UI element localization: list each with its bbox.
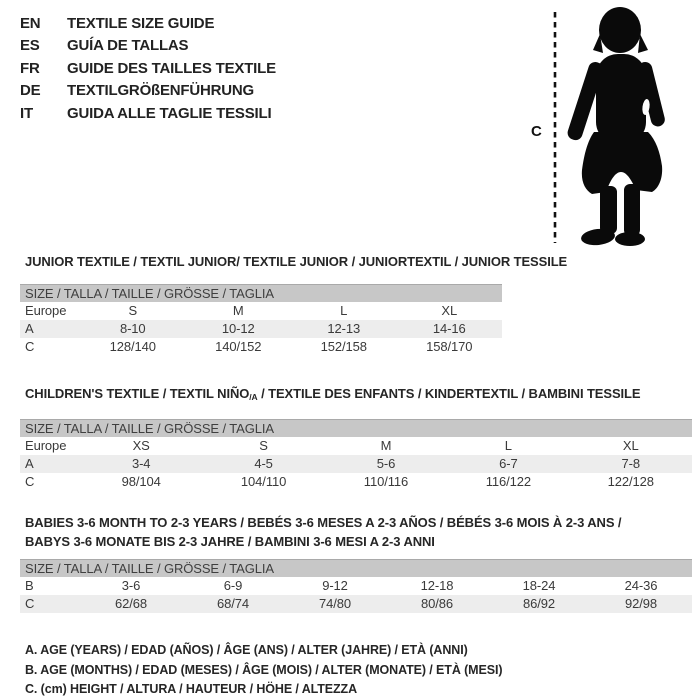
legend-line: B. AGE (MONTHS) / EDAD (MESES) / ÂGE (MOIS) / ALTER (MONATE) / ETÀ (MESI) [25, 662, 503, 677]
size-cell: 140/152 [215, 339, 262, 354]
size-cell: 110/116 [363, 474, 409, 489]
size-table-header: SIZE / TALLA / TAILLE / GRÖSSE / TAGLIA [20, 284, 502, 302]
size-cell: 92/98 [624, 596, 658, 611]
size-table-grid [20, 437, 692, 491]
height-label-c: C [531, 123, 542, 140]
legend [25, 641, 692, 700]
table-row [20, 455, 692, 473]
size-cell: 9-12 [322, 578, 348, 593]
size-cell: 10-12 [221, 321, 255, 336]
row-label: Europe [25, 303, 67, 318]
language-code: IT [20, 104, 33, 122]
section-title-line [25, 532, 692, 551]
title-segment: JUNIOR TEXTILE / TEXTIL JUNIOR/ TEXTILE JUNIOR / JUNIORTEXTIL / JUNIOR TESSILE [25, 254, 568, 269]
size-cell: 12-18 [420, 578, 454, 593]
size-table [20, 284, 502, 356]
size-table [20, 559, 692, 613]
title-segment: BABIES 3-6 MONTH TO 2-3 YEARS / BEBÉS 3-6 MESES A 2-3 AÑOS / BÉBÉS 3-6 MOIS À 2-3 ANS / [25, 515, 622, 530]
row-label: C [25, 339, 35, 354]
size-cell: 24-36 [624, 578, 658, 593]
language-code: EN [20, 15, 41, 32]
size-cell: 116/122 [485, 474, 532, 489]
row-label: C [25, 474, 35, 489]
size-cell: 8-10 [119, 321, 146, 336]
size-cell: 80/86 [420, 596, 454, 611]
title-segment: / TEXTILE DES ENFANTS / KINDERTEXTIL / BAMBINI TESSILE [257, 386, 641, 401]
size-table-grid [20, 302, 502, 356]
title-segment: /A [249, 392, 258, 402]
row-label: C [25, 596, 35, 611]
size-cell: XL [441, 303, 458, 318]
size-cell: 7-8 [621, 456, 641, 471]
language-row [20, 80, 276, 102]
size-cell: S [128, 303, 138, 318]
size-cell: 104/110 [240, 474, 287, 489]
language-code: ES [20, 37, 40, 55]
section-title [25, 252, 692, 271]
size-cell: 68/74 [216, 596, 250, 611]
title-segment: CHILDREN'S TEXTILE / TEXTIL NIÑO [25, 386, 250, 401]
language-code: DE [20, 82, 41, 100]
size-section [20, 252, 692, 356]
child-silhouette [515, 0, 700, 250]
language-row [20, 103, 276, 125]
size-table-header: SIZE / TALLA / TAILLE / GRÖSSE / TAGLIA [20, 419, 692, 437]
size-cell: 128/140 [109, 339, 156, 354]
language-title: TEXTILGRÖßENFÜHRUNG [67, 82, 255, 100]
size-cell: 86/92 [522, 596, 556, 611]
size-cell: L [504, 438, 512, 453]
size-cell: 3-6 [121, 578, 141, 593]
section-title-line [25, 513, 692, 532]
size-cell: 122/128 [607, 474, 654, 489]
size-table-header: SIZE / TALLA / TAILLE / GRÖSSE / TAGLIA [20, 559, 692, 577]
size-cell: 152/158 [320, 339, 367, 354]
table-row [20, 338, 502, 356]
title-segment: BABYS 3-6 MONATE BIS 2-3 JAHRE / BAMBINI 3-6 MESI A 2-3 ANNI [25, 534, 435, 549]
size-table [20, 419, 692, 491]
table-row [20, 577, 692, 595]
size-cell: 62/68 [114, 596, 148, 611]
section-title-line [25, 384, 692, 407]
size-cell: 12-13 [327, 321, 361, 336]
size-cell: 6-9 [223, 578, 243, 593]
table-row [20, 320, 502, 338]
table-row [20, 595, 692, 613]
language-title: GUIDE DES TAILLES TEXTILE [67, 59, 276, 77]
table-row [20, 437, 692, 455]
row-label: B [25, 578, 34, 593]
section-title [25, 513, 692, 551]
legend-line: C. (cm) HEIGHT / ALTURA / HAUTEUR / HÖHE / ALTEZZA [25, 682, 358, 696]
language-title: GUIDA ALLE TAGLIE TESSILI [67, 104, 272, 122]
size-cell: 74/80 [318, 596, 352, 611]
section-title-line [25, 252, 692, 271]
content [20, 252, 692, 700]
language-row [20, 35, 276, 57]
language-title: GUÍA DE TALLAS [67, 37, 189, 55]
table-row [20, 473, 692, 491]
size-cell: 98/104 [121, 474, 161, 489]
size-cell: 14-16 [432, 321, 466, 336]
size-cell: XL [622, 438, 639, 453]
size-section [20, 384, 692, 491]
size-cell: 18-24 [522, 578, 556, 593]
size-cell: XS [132, 438, 150, 453]
toddler-silhouette-shape [566, 7, 667, 247]
language-list [20, 13, 276, 125]
table-row [20, 302, 502, 320]
section-title [25, 384, 692, 407]
row-label: A [25, 456, 34, 471]
language-code: FR [20, 59, 40, 77]
size-cell: L [340, 303, 348, 318]
language-row [20, 13, 276, 35]
size-cell: 158/170 [426, 339, 473, 354]
size-cell: 5-6 [376, 456, 396, 471]
figure-area [515, 0, 700, 250]
row-label: Europe [25, 438, 67, 453]
row-label: A [25, 321, 34, 336]
size-table-grid [20, 577, 692, 613]
language-row [20, 58, 276, 80]
size-cell: M [232, 303, 244, 318]
size-section [20, 513, 692, 613]
legend-line: A. AGE (YEARS) / EDAD (AÑOS) / ÂGE (ANS) / ALTER (JAHRE) / ETÀ (ANNI) [25, 643, 468, 657]
size-cell: 6-7 [499, 456, 518, 471]
language-title: TEXTILE SIZE GUIDE [67, 15, 215, 32]
size-cell: 3-4 [131, 456, 151, 471]
size-cell: M [380, 438, 392, 453]
size-cell: S [259, 438, 268, 453]
size-cell: 4-5 [254, 456, 273, 471]
